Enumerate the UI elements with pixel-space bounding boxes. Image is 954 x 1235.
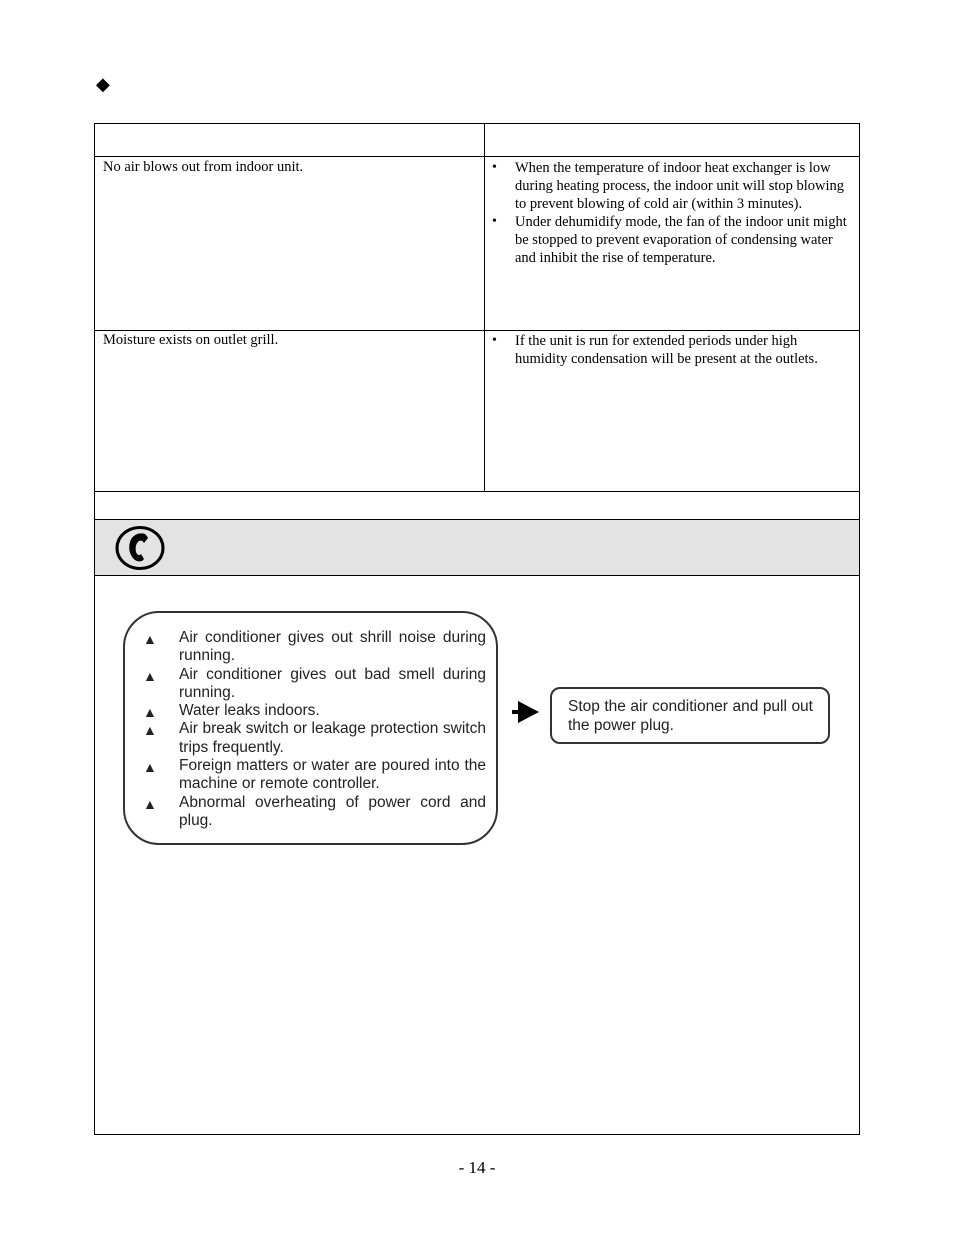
warning-condition-text: Foreign matters or water are poured into the machine or remote controller. [179, 757, 486, 793]
warning-triangle-icon: ▲ [143, 667, 157, 684]
page-number: - 14 - [458, 1158, 496, 1177]
telephone-icon [114, 525, 166, 571]
warning-triangle-icon: ▲ [143, 722, 157, 739]
warning-condition-item [141, 720, 486, 757]
table-row-1-causes [485, 159, 851, 267]
table-row-2-causes [485, 332, 851, 368]
warning-triangle-icon: ▲ [143, 759, 157, 776]
warning-triangle-icon: ▲ [143, 795, 157, 812]
warning-header-band [95, 520, 859, 575]
warning-condition-item [141, 757, 486, 794]
warning-condition-item [141, 794, 486, 831]
warning-condition-item [141, 629, 486, 666]
warning-triangle-icon: ▲ [143, 631, 157, 647]
warning-condition-text: Air conditioner gives out bad smell during running. [179, 665, 486, 701]
warning-condition-item [141, 702, 486, 720]
warning-condition-item [141, 666, 486, 703]
cause-item: • Under dehumidify mode, the fan of the indoor unit might be stopped to prevent evaporation of condensing water and inhibit the rise of temperature. [485, 213, 851, 267]
section-diamond-icon: ◆ [96, 74, 110, 94]
band-bottom-divider [94, 575, 860, 576]
warning-conditions-list [141, 629, 486, 830]
arrow-right-icon [512, 700, 540, 724]
warning-conditions-box [123, 611, 498, 845]
warning-condition-text: Air break switch or leakage protection switch trips frequently. [179, 720, 486, 756]
cause-item: • When the temperature of indoor heat exchanger is low during heating process, the indoor unit will stop blowing to prevent blowing of cold air (within 3 minutes). [485, 159, 851, 213]
table-row-1-phenomenon: No air blows out from indoor unit. [103, 159, 304, 175]
table-border-right [859, 123, 860, 1135]
action-instruction-box: Stop the air conditioner and pull out the power plug. [550, 687, 830, 744]
warning-condition-text: Air conditioner gives out shrill noise during running. [179, 629, 486, 665]
table-header-divider [94, 156, 860, 157]
table-border-bottom [94, 1134, 860, 1135]
cause-item: • If the unit is run for extended periods under high humidity condensation will be present at the outlets. [485, 332, 851, 368]
table-row-divider-2 [94, 491, 860, 492]
table-border-top [94, 123, 860, 124]
warning-triangle-icon: ▲ [143, 704, 157, 721]
warning-condition-text: Abnormal overheating of power cord and plug. [179, 793, 486, 829]
table-row-2-phenomenon: Moisture exists on outlet grill. [103, 332, 279, 348]
warning-condition-text: Water leaks indoors. [179, 702, 320, 720]
table-border-left [94, 123, 95, 1135]
